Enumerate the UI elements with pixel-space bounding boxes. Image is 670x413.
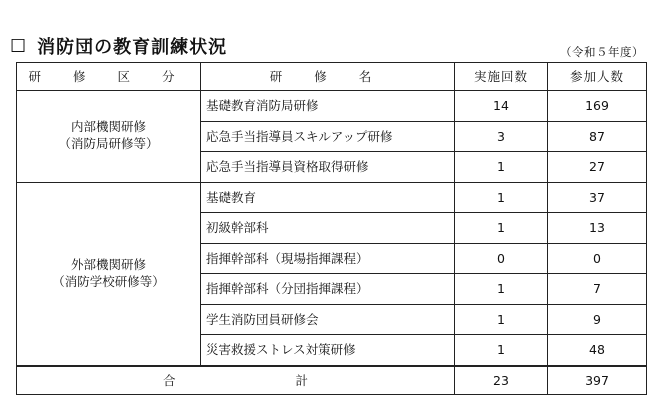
sessions-cell: 0 <box>455 243 548 274</box>
total-participants: 397 <box>548 366 647 395</box>
training-name: 基礎教育 <box>201 182 455 213</box>
participants-cell: 87 <box>548 121 647 152</box>
sessions-cell: 3 <box>455 121 548 152</box>
sessions-cell: 1 <box>455 152 548 183</box>
header-sessions: 実施回数 <box>455 63 548 91</box>
participants-cell: 27 <box>548 152 647 183</box>
sessions-cell: 14 <box>455 91 548 122</box>
participants-cell: 0 <box>548 243 647 274</box>
training-table <box>16 62 647 395</box>
page-title-text: 消防団の教育訓練状況 <box>37 37 228 58</box>
sessions-cell: 1 <box>455 213 548 244</box>
participants-cell: 7 <box>548 274 647 305</box>
table-header-row <box>17 63 647 91</box>
participants-cell: 48 <box>548 335 647 366</box>
participants-cell: 169 <box>548 91 647 122</box>
sessions-cell: 1 <box>455 274 548 305</box>
training-name: 学生消防団員研修会 <box>201 304 455 335</box>
header-participants: 参加人数 <box>548 63 647 91</box>
training-name: 応急手当指導員資格取得研修 <box>201 152 455 183</box>
table-row <box>17 182 647 213</box>
total-row <box>17 366 647 395</box>
group-sublabel: （消防学校研修等） <box>52 273 165 289</box>
fiscal-year-label: （令和５年度） <box>560 45 644 59</box>
participants-cell: 37 <box>548 182 647 213</box>
group-label: 外部機関研修 <box>70 256 146 272</box>
table-row <box>17 91 647 122</box>
page-title <box>10 34 227 58</box>
training-name: 指揮幹部科（分団指揮課程） <box>201 274 455 305</box>
group-label: 内部機関研修 <box>70 119 146 135</box>
total-label-right: 計 <box>295 372 309 388</box>
total-label-left: 合 <box>162 372 176 388</box>
header-training-name: 研 修 名 <box>201 63 455 91</box>
group-external <box>17 182 201 366</box>
sessions-cell: 1 <box>455 182 548 213</box>
group-sublabel: （消防局研修等） <box>58 136 159 152</box>
training-name: 基礎教育消防局研修 <box>201 91 455 122</box>
sessions-cell: 1 <box>455 335 548 366</box>
total-sessions: 23 <box>455 366 548 395</box>
participants-cell: 13 <box>548 213 647 244</box>
square-bullet-icon: ☐ <box>10 35 28 57</box>
sessions-cell: 1 <box>455 304 548 335</box>
total-label <box>17 366 455 395</box>
training-name: 初級幹部科 <box>201 213 455 244</box>
participants-cell: 9 <box>548 304 647 335</box>
training-name: 応急手当指導員スキルアップ研修 <box>201 121 455 152</box>
training-name: 災害救援ストレス対策研修 <box>201 335 455 366</box>
header-category: 研 修 区 分 <box>17 63 201 91</box>
group-internal <box>17 91 201 183</box>
training-name: 指揮幹部科（現場指揮課程） <box>201 243 455 274</box>
